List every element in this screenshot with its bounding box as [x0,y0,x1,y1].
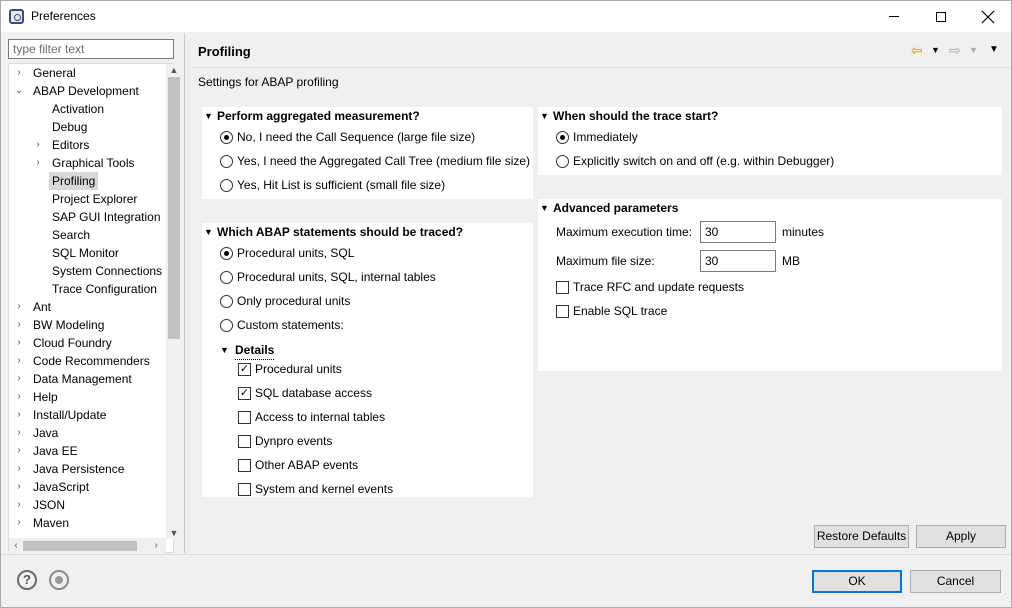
radio-unselected-icon[interactable] [220,271,233,284]
advanced-section [538,199,1002,371]
collapse-icon: ▼ [540,111,549,121]
collapsed-chevron-icon[interactable]: › [17,463,21,474]
option-label: Only procedural units [237,294,351,308]
collapsed-chevron-icon[interactable]: › [17,337,21,348]
option-label: Access to internal tables [255,410,386,424]
expanded-chevron-icon[interactable]: ⌄ [14,85,24,96]
tree-item-label: System Connections [52,264,163,278]
maximize-button[interactable] [918,1,964,32]
max-size-input[interactable] [700,250,776,272]
radio-selected-icon[interactable] [220,247,233,260]
radio-selected-icon[interactable] [220,131,233,144]
checkbox-unchecked-icon[interactable] [238,459,251,472]
collapse-icon: ▼ [204,111,213,121]
forward-menu-icon[interactable]: ▼ [969,45,978,55]
collapsed-chevron-icon[interactable]: › [17,355,21,366]
details-header[interactable] [217,341,533,359]
collapse-icon: ▼ [204,227,213,237]
trace-start-section [538,107,1002,175]
option-label: Procedural units, SQL [237,246,355,260]
tree-item-label: Ant [33,300,52,314]
advanced-heading: Advanced parameters [553,201,679,215]
eclipse-app-icon [9,9,24,24]
details-subsection [217,341,533,497]
bottom-separator [1,554,1011,555]
option-label: SQL database access [255,386,372,400]
aggregated-section-header[interactable] [202,107,533,125]
maximize-icon [936,12,946,22]
statements-section-header[interactable] [202,223,533,241]
radio-unselected-icon[interactable] [556,155,569,168]
collapsed-chevron-icon[interactable]: › [17,301,21,312]
scroll-thumb[interactable] [168,77,180,339]
radio-unselected-icon[interactable] [220,179,233,192]
tree-vertical-scrollbar[interactable] [166,64,182,539]
tree-item-label: Install/Update [33,408,107,422]
option-label: Procedural units, SQL, internal tables [237,270,436,284]
tree-item-label: Data Management [33,372,132,386]
page-title: Profiling [198,44,251,59]
aggregated-heading: Perform aggregated measurement? [217,109,420,123]
tree-item-label: Activation [52,102,105,116]
collapse-icon: ▼ [220,345,229,355]
option-label: Procedural units [255,362,342,376]
tree-item-label: BW Modeling [33,318,105,332]
option-label: Yes, Hit List is sufficient (small file size) [237,178,446,192]
tree-item-label: Java EE [33,444,78,458]
tree-item-label: General [33,66,76,80]
tree-item-label: Editors [52,138,90,152]
max-exec-label: Maximum execution time: [556,225,693,239]
collapsed-chevron-icon[interactable]: › [36,157,40,168]
page-header-separator [191,67,1011,68]
collapsed-chevron-icon[interactable]: › [36,139,40,150]
cancel-button[interactable]: Cancel [910,570,1001,593]
collapsed-chevron-icon[interactable]: › [17,427,21,438]
tree-item-label: SAP GUI Integration [52,210,161,224]
close-button[interactable] [965,1,1011,32]
tree-item-label: ABAP Development [33,84,139,98]
max-size-label: Maximum file size: [556,254,655,268]
option-label: System and kernel events [255,482,394,496]
option-label: Immediately [573,130,638,144]
back-menu-icon[interactable]: ▼ [931,45,940,55]
details-heading: Details [235,341,274,360]
collapsed-chevron-icon[interactable]: › [17,445,21,456]
radio-unselected-icon[interactable] [220,295,233,308]
close-icon [982,11,994,23]
tree-item-label: SQL Monitor [52,246,119,260]
ok-button[interactable]: OK [812,570,902,593]
scroll-down-icon[interactable]: ▼ [169,528,179,538]
checkbox-checked-icon[interactable]: ✓ [239,363,250,375]
tree-horizontal-scrollbar[interactable] [9,538,166,553]
scroll-left-icon[interactable]: ‹ [14,540,18,551]
collapsed-chevron-icon[interactable]: › [17,499,21,510]
radio-selected-icon[interactable] [556,131,569,144]
statements-section [202,223,533,497]
checkbox-unchecked-icon[interactable] [238,435,251,448]
checkbox-unchecked-icon[interactable] [556,305,569,318]
filter-input[interactable] [8,39,174,59]
radio-unselected-icon[interactable] [220,319,233,332]
tree-item-label: Profiling [49,172,98,190]
option-label: Enable SQL trace [573,304,668,318]
tree-item-label: Java Persistence [33,462,125,476]
minimize-button[interactable] [871,1,917,32]
tree-item-label: Code Recommenders [33,354,150,368]
tree-item-label: Trace Configuration [52,282,157,296]
statements-heading: Which ABAP statements should be traced? [217,225,464,239]
checkbox-unchecked-icon[interactable] [238,483,251,496]
collapsed-chevron-icon[interactable]: › [17,391,21,402]
collapsed-chevron-icon[interactable]: › [17,409,21,420]
collapsed-chevron-icon[interactable]: › [17,67,21,78]
scroll-thumb-horizontal[interactable] [23,541,137,551]
collapse-icon: ▼ [540,203,549,213]
tree-item-label: Cloud Foundry [33,336,112,350]
tree-item-label: JSON [33,498,66,512]
checkbox-unchecked-icon[interactable] [556,281,569,294]
max-exec-input[interactable] [700,221,776,243]
window-title: Preferences [31,9,96,23]
tree-item-label: Maven [33,516,70,530]
checkbox-unchecked-icon[interactable] [238,411,251,424]
tree-item-label: Help [33,390,58,404]
import-icon[interactable] [49,570,69,590]
tree-item-label: Search [52,228,91,242]
page-description: Settings for ABAP profiling [198,75,339,89]
title-bar [1,1,1011,32]
advanced-section-header[interactable] [538,199,1002,217]
collapsed-chevron-icon[interactable]: › [17,373,21,384]
forward-arrow-icon[interactable]: ⇨ [949,42,961,58]
tree-item-label: Project Explorer [52,192,138,206]
back-arrow-icon[interactable]: ⇦ [911,42,923,58]
collapsed-chevron-icon[interactable]: › [17,481,21,492]
scroll-right-icon[interactable]: › [154,540,158,551]
minimize-icon [889,16,899,17]
option-label: Other ABAP events [255,458,359,472]
page-navigation [911,41,1003,59]
trace-start-section-header[interactable] [538,107,1002,125]
option-label: Custom statements: [237,318,344,332]
collapsed-chevron-icon[interactable]: › [17,517,21,528]
option-label: Yes, I need the Aggregated Call Tree (medium file size) [237,154,531,168]
aggregated-section [202,107,533,199]
tree-item-label: JavaScript [33,480,90,494]
view-menu-icon[interactable]: ▼ [989,44,999,55]
restore-defaults-button[interactable]: Restore Defaults [814,525,909,548]
apply-button[interactable]: Apply [916,525,1006,548]
tree-item-label: Graphical Tools [52,156,135,170]
option-label: No, I need the Call Sequence (large file size) [237,130,476,144]
tree-item-label: Debug [52,120,88,134]
option-label: Trace RFC and update requests [573,280,744,294]
help-icon[interactable]: ? [17,570,37,590]
checkbox-checked-icon[interactable]: ✓ [239,387,250,399]
option-label: Dynpro events [255,434,333,448]
pane-divider[interactable] [184,33,185,553]
tree-item-label: Java [33,426,59,440]
preferences-tree[interactable] [8,63,179,553]
scroll-up-icon[interactable]: ▲ [169,65,179,75]
max-size-unit: MB [782,254,800,268]
option-label: Explicitly switch on and off (e.g. within Debugger) [573,154,835,168]
radio-unselected-icon[interactable] [220,155,233,168]
collapsed-chevron-icon[interactable]: › [17,319,21,330]
trace-start-heading: When should the trace start? [553,109,719,123]
max-exec-unit: minutes [782,225,825,239]
